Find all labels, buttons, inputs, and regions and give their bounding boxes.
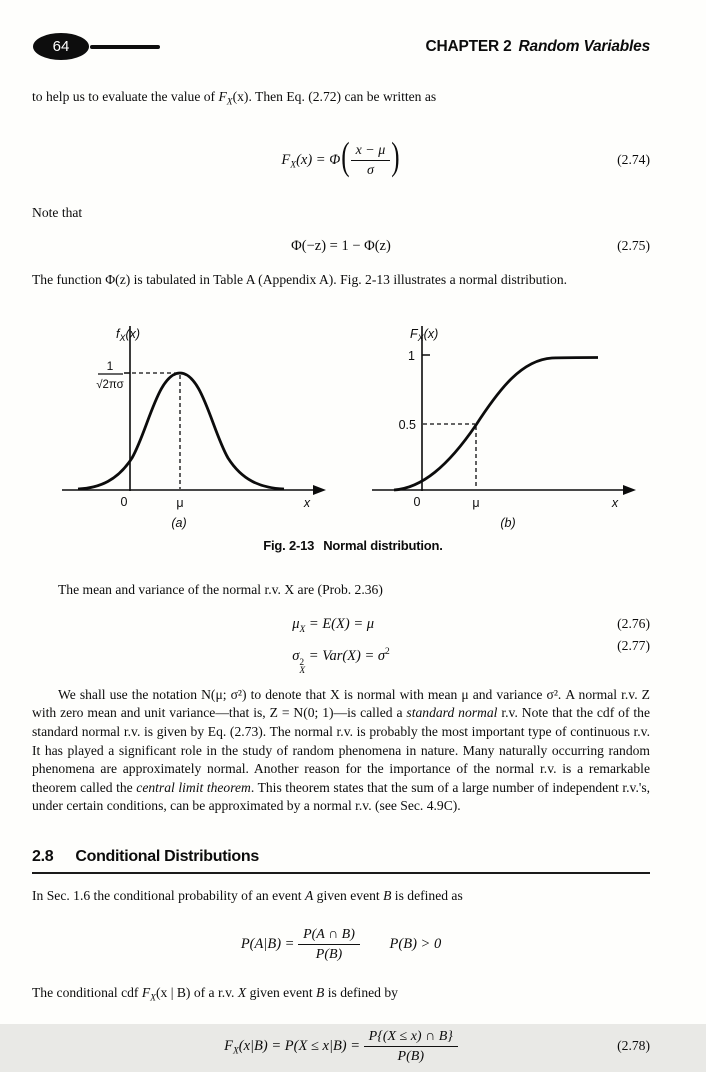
plot-b-one-label: 1 [408, 349, 415, 363]
eq276-number: (2.76) [617, 616, 650, 632]
eq277-rest-sup: 2 [385, 647, 390, 657]
equation-2-76 [292, 613, 390, 641]
plot-a-tag: (a) [171, 516, 186, 530]
badge-line-decoration [90, 45, 160, 49]
eq274-denominator: σ [367, 161, 374, 179]
condcdf-X: X [238, 985, 246, 1000]
condprob-B: B [383, 888, 391, 903]
condcdf-F-sub: X [150, 994, 156, 1004]
eq274-mid: (x) = Φ [296, 152, 340, 168]
figure-caption [0, 538, 706, 553]
intro-fx: F [218, 89, 226, 104]
plot-b-tag: (b) [500, 516, 515, 530]
equation-2-77 [292, 641, 390, 676]
plot-b-mu-label: μ [472, 496, 479, 510]
eq276-sub: X [299, 625, 305, 635]
eq278-mid: (x|B) = P(X ≤ x|B) = [239, 1038, 360, 1054]
page-header [0, 0, 706, 60]
plot-a-pdf [60, 312, 362, 530]
condcdf-text-1: The conditional cdf [32, 985, 142, 1000]
notation-text-2: r.v. Note that the cdf of the standard normal r.v. is given by Eq. (2.73). The normal r.v. is probably the most important type of continuous r.v. It has played a significant role in the study of random phenomena in nature. Many naturally occurring random phenomena are approximately normal. Another reason for the importance of the normal r.v. is a remarkable theorem called the [32, 705, 650, 794]
plot-a-x-arrow [313, 485, 326, 495]
plot-a-peak-denominator: √2πσ [96, 378, 124, 391]
condcdf-B: B [316, 985, 324, 1000]
eq275-body: Φ(−z) = 1 − Φ(z) [291, 238, 391, 254]
eq277-sup: 2 [299, 659, 304, 668]
eqpab-condition: P(B) > 0 [390, 936, 442, 952]
eqpab-lhs: P(A|B) = [241, 936, 295, 952]
eq278-fraction [364, 1028, 458, 1065]
condcdf-F: F [142, 985, 150, 1000]
eq275-number: (2.75) [617, 238, 650, 254]
condprob-text-3: is defined as [391, 888, 462, 903]
section-title: Conditional Distributions [75, 848, 259, 865]
equations-2-76-77 [32, 613, 650, 676]
eqpab-fraction [298, 926, 360, 963]
eq278-denominator: P(B) [398, 1047, 424, 1065]
notation-text-3: . This theorem states that the sum of a large number of independent r.v.'s, under certain conditions, can be approximated by a normal r.v. (see Sec. 4.9C). [32, 780, 650, 814]
page-number-badge [33, 33, 160, 60]
eq274-F: F [281, 152, 290, 168]
intro-paragraph [32, 88, 650, 112]
chapter-title: Random Variables [519, 38, 650, 55]
eq278-numerator: P{(X ≤ x) ∩ B} [364, 1028, 458, 1047]
page-content [0, 88, 706, 290]
eq274-close-paren: ) [391, 137, 399, 180]
notation-text-1: We shall use the notation N(μ; σ²) to denote that X is normal with mean μ and variance σ². A normal r.v. Z with zero mean and unit variance—that is, Z = N(0; 1)—is called a [32, 687, 650, 721]
section-heading [32, 848, 650, 866]
figure-2-13 [60, 312, 706, 530]
plot-a-xlabel: x [303, 496, 311, 510]
chapter-heading [425, 38, 650, 56]
eq274-numerator: x − μ [351, 142, 391, 161]
condprob-text-2: given event [313, 888, 383, 903]
note-paragraph: Note that [32, 204, 650, 223]
condprob-paragraph [32, 887, 650, 906]
eq274-fraction [351, 142, 391, 179]
equation-2-75 [32, 238, 650, 255]
plot-b-half-label: 0.5 [399, 418, 416, 432]
plot-b-origin-label: 0 [414, 495, 421, 509]
chapter-label: CHAPTER 2 [425, 38, 511, 55]
plot-a-mu-label: μ [176, 496, 183, 510]
plot-a-peak-numerator: 1 [107, 359, 114, 373]
eqpab-numerator: P(A ∩ B) [298, 926, 360, 945]
intro-text-2: (x). Then Eq. (2.72) can be written as [233, 89, 437, 104]
eq274-open-paren: ( [341, 137, 349, 180]
plot-b-ylabel: $F_X(x)$ [410, 327, 438, 343]
mean-variance-paragraph: The mean and variance of the normal r.v. X are (Prob. 2.36) [32, 581, 650, 600]
page-number: 64 [33, 33, 89, 60]
notation-paragraph [32, 686, 650, 816]
central-limit-theorem-term: central limit theorem [136, 780, 251, 795]
eq274-number: (2.74) [617, 152, 650, 168]
eq278-number: (2.78) [617, 1038, 650, 1054]
standard-normal-term: standard normal [406, 705, 497, 720]
figure-caption-text: Normal distribution. [323, 538, 443, 553]
intro-fx-sub: X [227, 98, 233, 108]
section-number: 2.8 [32, 848, 53, 865]
condcdf-text-4: is defined by [324, 985, 398, 1000]
intro-text-1: to help us to evaluate the value of [32, 89, 218, 104]
plot-b-cdf [370, 312, 692, 530]
condcdf-text-3: given event [246, 985, 316, 1000]
condcdf-paragraph [32, 984, 650, 1008]
plot-a-ylabel: $f_X(x)$ [116, 327, 140, 343]
figure-caption-label: Fig. 2-13 [263, 538, 314, 553]
plot-a-origin-label: 0 [121, 495, 128, 509]
condcdf-text-2: (x | B) of a r.v. [156, 985, 238, 1000]
page-content-lower [0, 581, 706, 1072]
eq277-sigma: σ [292, 648, 299, 664]
eq278-F: F [224, 1038, 233, 1054]
section-rule [32, 872, 650, 874]
eq276-rest: = E(X) = μ [305, 616, 374, 632]
eq278-F-sub: X [233, 1046, 239, 1056]
eqpab-denominator: P(B) [316, 945, 342, 963]
equation-2-78 [32, 1020, 650, 1072]
eq277-sub: X [299, 667, 305, 676]
tabulated-paragraph: The function Φ(z) is tabulated in Table A (Appendix A). Fig. 2-13 illustrates a normal distribution. [32, 271, 650, 290]
condprob-text-1: In Sec. 1.6 the conditional probability of an event [32, 888, 305, 903]
eq276-mu: μ [292, 616, 299, 632]
eq277-rest: = Var(X) = σ [305, 648, 385, 664]
equation-2-74 [32, 128, 650, 192]
plot-b-x-arrow [623, 485, 636, 495]
eq277-number: (2.77) [617, 638, 650, 654]
plot-b-xlabel: x [611, 496, 619, 510]
equation-pab [32, 920, 650, 970]
eq274-F-sub: X [290, 161, 296, 171]
condprob-A: A [305, 888, 313, 903]
